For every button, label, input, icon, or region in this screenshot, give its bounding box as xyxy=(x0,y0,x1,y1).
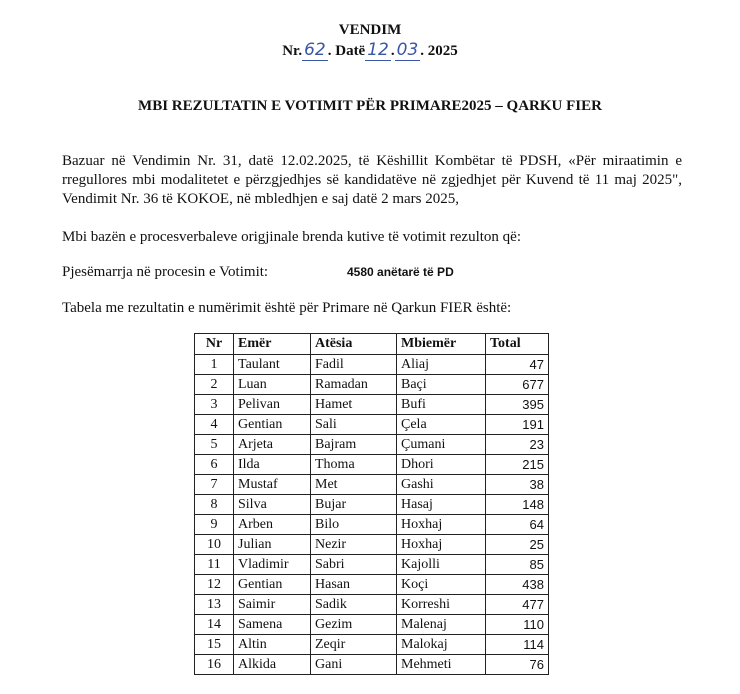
participation-line xyxy=(62,263,682,282)
cell-total: 477 xyxy=(486,595,549,615)
cell-mbiemer: Kajolli xyxy=(397,555,486,575)
header-nr: Nr xyxy=(195,334,234,355)
date-year: . 2025 xyxy=(420,43,458,59)
cell-emer: Gentian xyxy=(234,415,311,435)
cell-emer: Mustaf xyxy=(234,475,311,495)
cell-mbiemer: Hoxhaj xyxy=(397,535,486,555)
cell-atesia: Thoma xyxy=(311,455,397,475)
date-separator: . xyxy=(390,43,395,59)
table-row xyxy=(195,395,549,415)
document-title: MBI REZULTATIN E VOTIMIT PËR PRIMARE2025 – QARKU FIER xyxy=(138,98,602,114)
cell-mbiemer: Çumani xyxy=(397,435,486,455)
cell-atesia: Gezim xyxy=(311,615,397,635)
table-row xyxy=(195,575,549,595)
cell-emer: Alkida xyxy=(234,655,311,675)
cell-total: 64 xyxy=(486,515,549,535)
table-row xyxy=(195,635,549,655)
table-row xyxy=(195,555,549,575)
cell-emer: Taulant xyxy=(234,355,311,375)
cell-mbiemer: Bufi xyxy=(397,395,486,415)
cell-atesia: Ramadan xyxy=(311,375,397,395)
cell-total: 395 xyxy=(486,395,549,415)
cell-atesia: Gani xyxy=(311,655,397,675)
participation-value: 4580 anëtarë të PD xyxy=(347,265,454,279)
cell-nr: 4 xyxy=(195,415,234,435)
result-intro-paragraph: Mbi bazën e procesverbaleve origjinale brenda kutive të votimit rezulton që: xyxy=(62,229,521,245)
nr-prefix: Nr. xyxy=(282,43,303,59)
cell-emer: Altin xyxy=(234,635,311,655)
table-row xyxy=(195,535,549,555)
cell-emer: Julian xyxy=(234,535,311,555)
results-table xyxy=(194,333,549,675)
date-prefix: . Datë xyxy=(327,43,366,59)
cell-nr: 5 xyxy=(195,435,234,455)
cell-mbiemer: Çela xyxy=(397,415,486,435)
cell-mbiemer: Malenaj xyxy=(397,615,486,635)
handwritten-number: 62 xyxy=(304,40,326,60)
cell-total: 76 xyxy=(486,655,549,675)
cell-mbiemer: Dhori xyxy=(397,455,486,475)
cell-emer: Pelivan xyxy=(234,395,311,415)
cell-nr: 14 xyxy=(195,615,234,635)
cell-nr: 7 xyxy=(195,475,234,495)
cell-total: 23 xyxy=(486,435,549,455)
cell-mbiemer: Aliaj xyxy=(397,355,486,375)
cell-mbiemer: Hoxhaj xyxy=(397,515,486,535)
cell-total: 191 xyxy=(486,415,549,435)
cell-total: 677 xyxy=(486,375,549,395)
cell-mbiemer: Korreshi xyxy=(397,595,486,615)
cell-atesia: Bajram xyxy=(311,435,397,455)
cell-nr: 15 xyxy=(195,635,234,655)
handwritten-day: 12 xyxy=(367,40,389,60)
cell-total: 438 xyxy=(486,575,549,595)
cell-emer: Arjeta xyxy=(234,435,311,455)
table-row xyxy=(195,515,549,535)
cell-atesia: Hamet xyxy=(311,395,397,415)
table-row xyxy=(195,455,549,475)
cell-atesia: Met xyxy=(311,475,397,495)
cell-nr: 16 xyxy=(195,655,234,675)
cell-nr: 8 xyxy=(195,495,234,515)
header-atesia: Atësia xyxy=(311,334,397,355)
header-mbiemer: Mbiemër xyxy=(397,334,486,355)
header-total: Total xyxy=(486,334,549,355)
cell-atesia: Sabri xyxy=(311,555,397,575)
cell-nr: 9 xyxy=(195,515,234,535)
cell-total: 85 xyxy=(486,555,549,575)
cell-total: 110 xyxy=(486,615,549,635)
cell-emer: Gentian xyxy=(234,575,311,595)
table-intro-paragraph: Tabela me rezultatin e numërimit është për Primare në Qarkun FIER është: xyxy=(62,300,512,316)
cell-nr: 13 xyxy=(195,595,234,615)
cell-nr: 6 xyxy=(195,455,234,475)
cell-nr: 11 xyxy=(195,555,234,575)
table-row xyxy=(195,655,549,675)
document-heading: VENDIM xyxy=(338,22,402,38)
cell-nr: 1 xyxy=(195,355,234,375)
cell-atesia: Bilo xyxy=(311,515,397,535)
table-row xyxy=(195,495,549,515)
cell-nr: 3 xyxy=(195,395,234,415)
cell-nr: 10 xyxy=(195,535,234,555)
table-row xyxy=(195,615,549,635)
cell-mbiemer: Mehmeti xyxy=(397,655,486,675)
table-row xyxy=(195,375,549,395)
legal-basis-paragraph: Bazuar në Vendimin Nr. 31, datë 12.02.2025, të Këshillit Kombëtar të PDSH, «Për miraatimin e rregullores mbi modalitetet e përzgjedhjes së kandidatëve në zgjedhjet për Kuvend të 11 maj 2025", Vendimit Nr. 36 të KOKOE, në mbledhjen e saj datë 2 mars 2025, xyxy=(62,153,682,207)
cell-emer: Silva xyxy=(234,495,311,515)
cell-atesia: Sadik xyxy=(311,595,397,615)
cell-atesia: Fadil xyxy=(311,355,397,375)
cell-mbiemer: Malokaj xyxy=(397,635,486,655)
table-row xyxy=(195,595,549,615)
cell-emer: Samena xyxy=(234,615,311,635)
cell-total: 47 xyxy=(486,355,549,375)
cell-total: 25 xyxy=(486,535,549,555)
participation-label: Pjesëmarrja në procesin e Votimit: xyxy=(62,264,269,280)
cell-emer: Vladimir xyxy=(234,555,311,575)
cell-total: 148 xyxy=(486,495,549,515)
cell-atesia: Bujar xyxy=(311,495,397,515)
cell-mbiemer: Gashi xyxy=(397,475,486,495)
table-row xyxy=(195,475,549,495)
table-row xyxy=(195,415,549,435)
cell-nr: 2 xyxy=(195,375,234,395)
cell-emer: Ilda xyxy=(234,455,311,475)
cell-emer: Luan xyxy=(234,375,311,395)
cell-mbiemer: Baçi xyxy=(397,375,486,395)
cell-atesia: Sali xyxy=(311,415,397,435)
cell-emer: Saimir xyxy=(234,595,311,615)
cell-emer: Arben xyxy=(234,515,311,535)
cell-atesia: Hasan xyxy=(311,575,397,595)
cell-total: 38 xyxy=(486,475,549,495)
cell-atesia: Nezir xyxy=(311,535,397,555)
cell-mbiemer: Hasaj xyxy=(397,495,486,515)
cell-nr: 12 xyxy=(195,575,234,595)
table-header-row xyxy=(195,334,549,355)
cell-mbiemer: Koçi xyxy=(397,575,486,595)
cell-atesia: Zeqir xyxy=(311,635,397,655)
decision-number-line xyxy=(0,40,740,60)
table-row xyxy=(195,435,549,455)
table-row xyxy=(195,355,549,375)
cell-total: 215 xyxy=(486,455,549,475)
cell-total: 114 xyxy=(486,635,549,655)
header-emer: Emër xyxy=(234,334,311,355)
handwritten-month: 03 xyxy=(396,40,419,60)
